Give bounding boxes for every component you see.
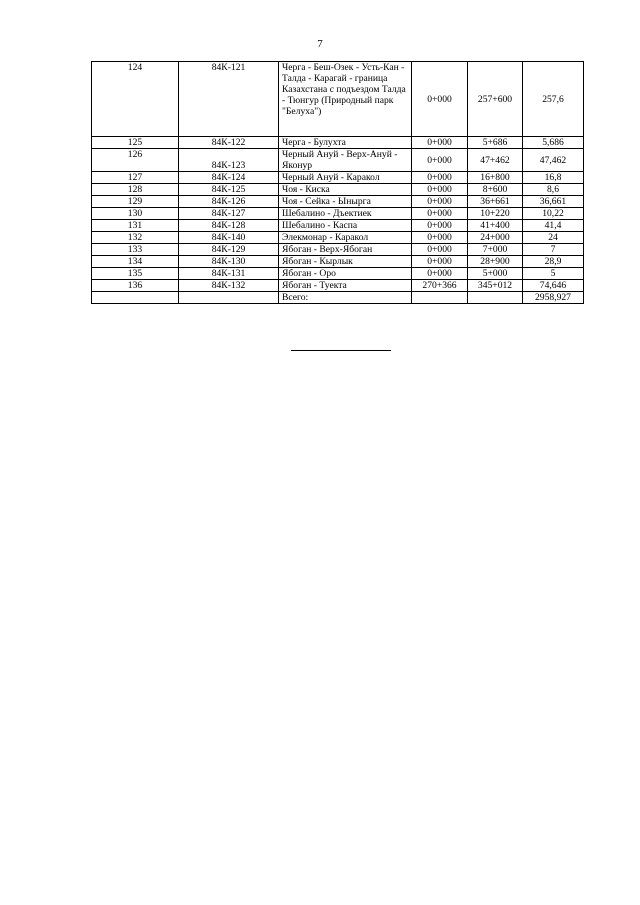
total-label: Всего: [279,292,412,304]
end-km: 10+220 [468,208,523,220]
end-km: 8+600 [468,184,523,196]
road-length: 257,6 [523,62,584,137]
road-code: 84К-122 [179,137,279,149]
road-name: Черный Ануй - Каракол [279,172,412,184]
road-length: 5 [523,268,584,280]
end-km: 5+686 [468,137,523,149]
road-code: 84К-124 [179,172,279,184]
table-row [92,280,584,292]
table-row [92,220,584,232]
start-km: 0+000 [412,256,468,268]
roads-table [91,61,584,304]
road-name: Ябоган - Кырлык [279,256,412,268]
empty-cell [179,292,279,304]
table-row [92,256,584,268]
road-length: 5,686 [523,137,584,149]
row-number: 130 [92,208,179,220]
row-number: 126 [92,149,179,172]
empty-cell [412,292,468,304]
road-length: 8,6 [523,184,584,196]
end-km: 28+900 [468,256,523,268]
end-km: 24+000 [468,232,523,244]
road-code: 84К-140 [179,232,279,244]
end-km: 47+462 [468,149,523,172]
table-row [92,196,584,208]
end-km: 257+600 [468,62,523,137]
row-number: 133 [92,244,179,256]
road-name: Шебалино - Каспа [279,220,412,232]
row-number: 124 [92,62,179,137]
page-number: 7 [317,38,323,50]
road-code: 84К-131 [179,268,279,280]
row-number: 128 [92,184,179,196]
table-row [92,137,584,149]
start-km: 270+366 [412,280,468,292]
start-km: 0+000 [412,196,468,208]
road-length: 36,661 [523,196,584,208]
road-length: 16,8 [523,172,584,184]
road-name: Шебалино - Дъектиек [279,208,412,220]
start-km: 0+000 [412,220,468,232]
start-km: 0+000 [412,62,468,137]
start-km: 0+000 [412,184,468,196]
end-km: 16+800 [468,172,523,184]
end-rule [291,350,391,351]
road-code: 84К-126 [179,196,279,208]
road-code: 84К-123 [179,149,279,172]
road-code: 84К-121 [179,62,279,137]
end-km: 7+000 [468,244,523,256]
road-name: Элекмонар - Каракол [279,232,412,244]
road-length: 41,4 [523,220,584,232]
table-row [92,232,584,244]
road-length: 47,462 [523,149,584,172]
empty-cell [468,292,523,304]
road-code: 84К-125 [179,184,279,196]
table-row [92,208,584,220]
road-name: Ябоган - Верх-Ябоган [279,244,412,256]
empty-cell [92,292,179,304]
road-name: Ябоган - Оро [279,268,412,280]
table-row [92,184,584,196]
road-name: Чоя - Киска [279,184,412,196]
road-name: Черга - Беш-Озек - Усть-Кан - Талда - Карагай - граница Казахстана с подъездом Талда - Тюнгур (Природный парк "Белуха") [279,62,412,137]
start-km: 0+000 [412,208,468,220]
start-km: 0+000 [412,172,468,184]
table-row [92,268,584,280]
end-km: 41+400 [468,220,523,232]
row-number: 134 [92,256,179,268]
road-code: 84К-132 [179,280,279,292]
road-code: 84К-127 [179,208,279,220]
road-length: 28,9 [523,256,584,268]
end-km: 345+012 [468,280,523,292]
table-row [92,244,584,256]
row-number: 132 [92,232,179,244]
row-number: 127 [92,172,179,184]
row-number: 131 [92,220,179,232]
table-row [92,172,584,184]
start-km: 0+000 [412,149,468,172]
end-km: 36+661 [468,196,523,208]
start-km: 0+000 [412,137,468,149]
road-name: Чоя - Сейка - Ыныргa [279,196,412,208]
road-code: 84К-128 [179,220,279,232]
road-code: 84К-130 [179,256,279,268]
start-km: 0+000 [412,244,468,256]
road-name: Черга - Булухта [279,137,412,149]
road-name: Ябоган - Туекта [279,280,412,292]
road-code: 84К-129 [179,244,279,256]
total-row [92,292,584,304]
road-length: 10,22 [523,208,584,220]
table-row [92,62,584,137]
road-length: 24 [523,232,584,244]
table-row [92,149,584,172]
row-number: 136 [92,280,179,292]
end-km: 5+000 [468,268,523,280]
road-length: 74,646 [523,280,584,292]
road-name: Черный Ануй - Верх-Ануй - Яконур [279,149,412,172]
row-number: 135 [92,268,179,280]
row-number: 129 [92,196,179,208]
start-km: 0+000 [412,268,468,280]
road-length: 7 [523,244,584,256]
row-number: 125 [92,137,179,149]
start-km: 0+000 [412,232,468,244]
total-length: 2958,927 [523,292,584,304]
